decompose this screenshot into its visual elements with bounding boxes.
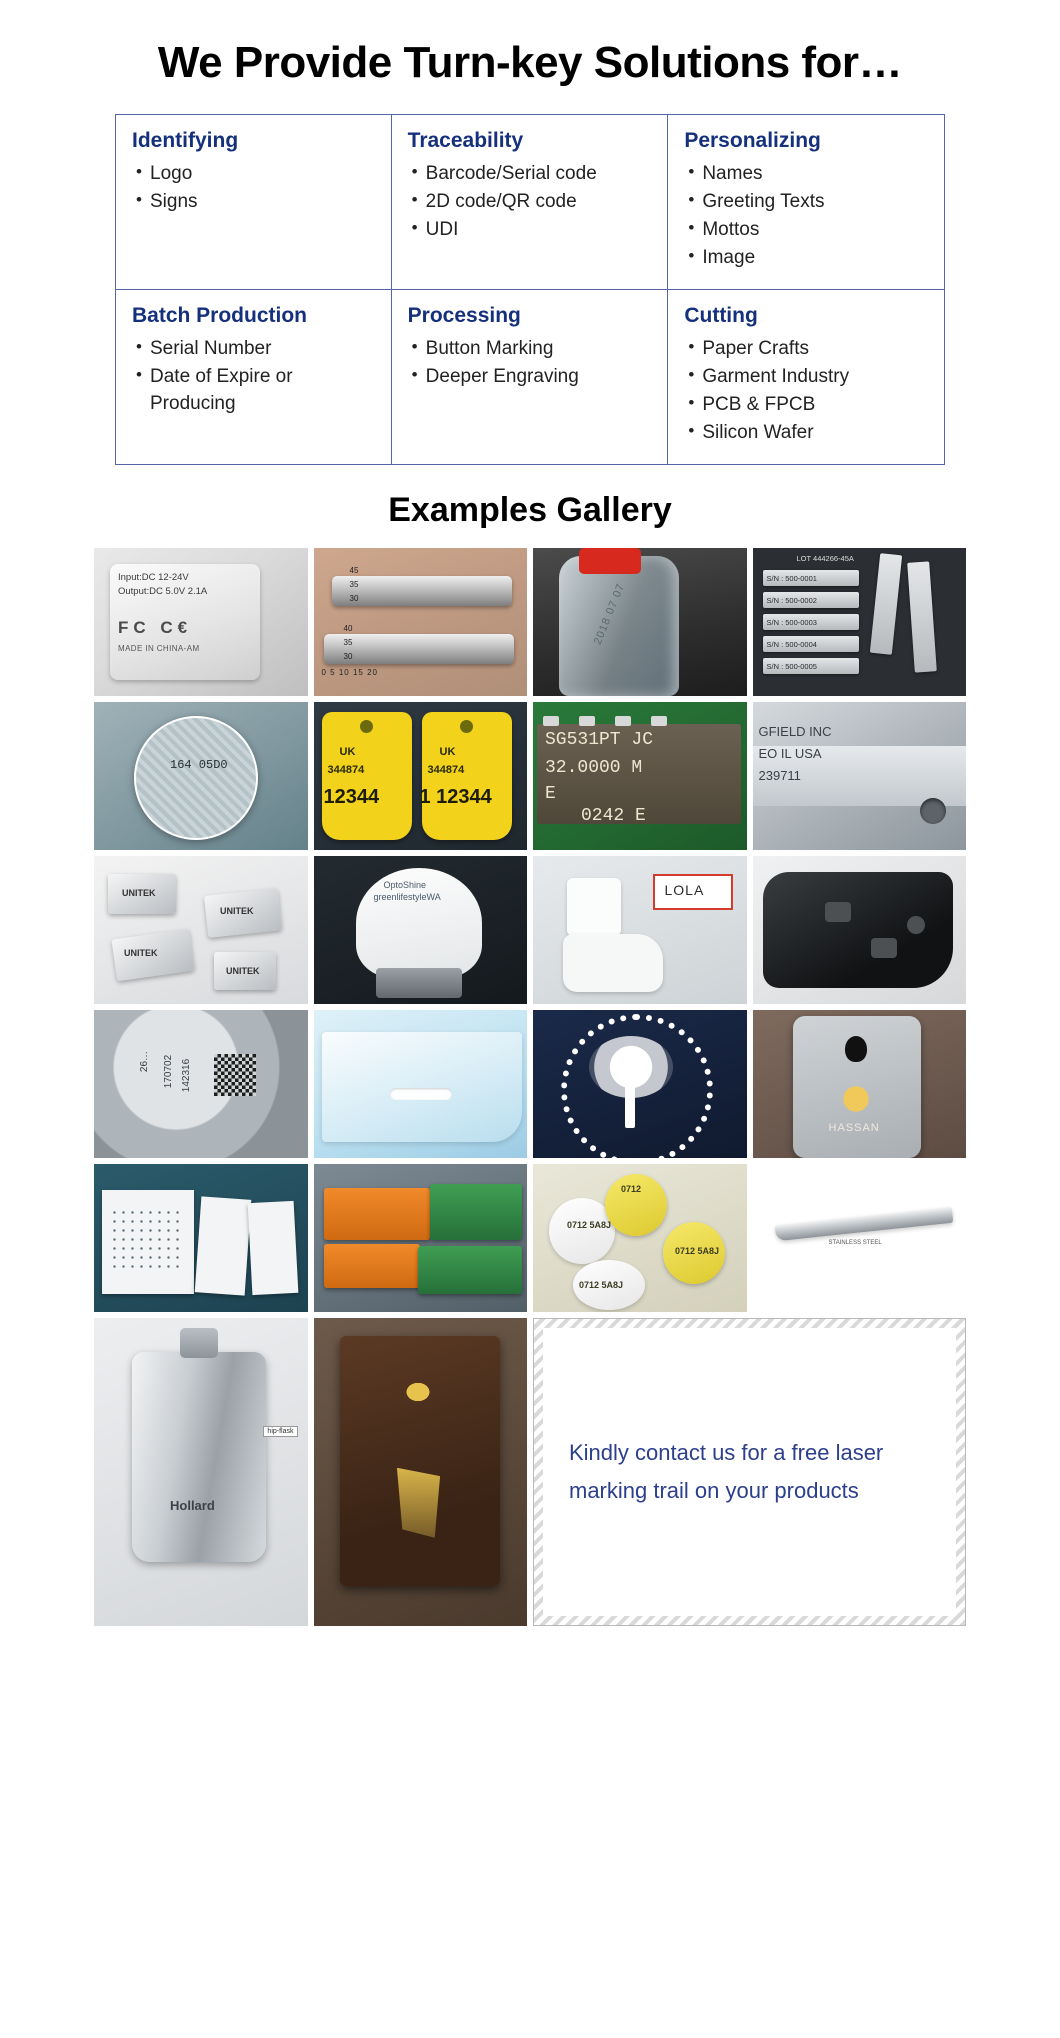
solution-item: • Date of Expire or Producing (130, 364, 377, 418)
chip-pin (615, 716, 631, 726)
tag-serial-text: S/N : 500-0001 (766, 573, 817, 583)
solution-cell-personalizing (668, 114, 945, 290)
steel-line-2: EO IL USA (758, 745, 822, 761)
ear-tag-number: 344874 (327, 763, 365, 776)
solution-item: • Mottos (682, 217, 930, 244)
flange-line-3: 142316 (181, 1058, 193, 1092)
adapter-spec-line2: Output:DC 5.0V 2.1A (118, 585, 208, 597)
steel-plate-hole (920, 798, 946, 824)
tweezer-body (774, 1206, 953, 1241)
flask-sticker-label: hip-flask (263, 1426, 297, 1437)
tag-plate (869, 553, 901, 655)
solution-item: • Serial Number (130, 336, 377, 363)
terminal-block-green (430, 1184, 522, 1240)
contact-callout-text: Kindly contact us for a free laser marking trail on your products (569, 1440, 884, 1503)
block-label: UNITEK (122, 887, 156, 898)
terminal-block-green (418, 1246, 522, 1294)
gallery-tile-ic-chip-marking (533, 702, 747, 850)
solution-cell-traceability (392, 114, 669, 290)
gallery-tile-power-adapter-marking (94, 548, 308, 696)
engraved-slot (390, 1088, 452, 1100)
scale-mark: 30 (349, 593, 359, 603)
gallery-tile-led-bulb-marking (314, 856, 528, 1004)
gallery-tile-wooden-case-gold-engraving (314, 1318, 528, 1626)
tag-serial-text: S/N : 500-0005 (766, 661, 817, 671)
wooden-case-body (340, 1336, 500, 1586)
bottle-etched-date: 2018 07 07 (591, 581, 628, 647)
flask-body (132, 1352, 266, 1562)
chip-pin (651, 716, 667, 726)
flask-engraved-logo: Hollard (170, 1497, 215, 1513)
toilet-logo-text: LOLA (664, 881, 705, 898)
apple-logo-icon (845, 1036, 867, 1062)
solution-item: • Garment Industry (682, 364, 930, 391)
scale-mark: 40 (343, 623, 353, 633)
terminal-block-orange (324, 1188, 430, 1240)
gallery-tile-micrometer-scale-marking (314, 548, 528, 696)
pcb-panel (195, 1196, 252, 1295)
chip-line-3: E (545, 783, 556, 804)
key-fob-button (825, 902, 851, 922)
cap-date-code: 0712 5A8J (579, 1279, 624, 1290)
block-label: UNITEK (124, 947, 158, 958)
gallery-tile-phone-back-cover-marking (753, 1010, 967, 1158)
cyclist-engraving-icon (833, 1080, 879, 1118)
chip-line-2: 32.0000 M (545, 757, 643, 778)
solution-cell-identifying (115, 114, 392, 290)
ear-tag-country: UK (339, 745, 356, 758)
flask-neck (180, 1328, 218, 1358)
scale-mark: 35 (349, 579, 359, 589)
gallery-tile-paper-craft-tree-cutting (533, 1010, 747, 1158)
solution-title: Cutting (684, 303, 758, 327)
tag-serial-text: S/N : 500-0004 (766, 639, 817, 649)
solution-list (130, 161, 377, 216)
gallery-tile-metal-tags-serial (753, 548, 967, 696)
certification-marks-icon: FC C€ (118, 617, 193, 637)
block-label: UNITEK (226, 965, 260, 976)
solution-item: • PCB & FPCB (682, 392, 930, 419)
page-title: We Provide Turn-key Solutions for… (157, 38, 903, 87)
solution-item: • Deeper Engraving (406, 364, 654, 391)
solution-title: Personalizing (684, 129, 821, 152)
adapter-spec-line1: Input:DC 12-24V (118, 571, 189, 583)
ear-tag-big-number: 12344 (323, 785, 380, 808)
solution-list (682, 161, 930, 272)
steel-line-1: GFIELD INC (758, 723, 832, 739)
ear-tag-country: UK (439, 745, 456, 758)
gallery-tile-ceramic-toilet-marking (533, 856, 747, 1004)
chip-pin (543, 716, 559, 726)
solution-cell-processing (392, 290, 669, 465)
gallery-tile-silicon-wafer-marking (94, 702, 308, 850)
steel-line-3: 239711 (758, 767, 801, 783)
page-root (0, 38, 1060, 1632)
gallery-tile-acrylic-sheet-engraving (314, 1010, 528, 1158)
key-fob-body (763, 872, 953, 988)
solution-list (130, 336, 377, 418)
solution-cell-cutting (668, 290, 945, 465)
solution-item: • Button Marking (406, 336, 654, 363)
chip-pin (579, 716, 595, 726)
scale-mark: 30 (343, 651, 353, 661)
butterfly-engraving-icon (398, 1376, 438, 1408)
logo-callout-box (653, 874, 733, 910)
tag-lot-text: LOT 444266-45A (796, 553, 854, 563)
scale-mark: 45 (349, 565, 359, 575)
solution-item: • Signs (130, 189, 377, 216)
acrylic-sheet (322, 1032, 522, 1142)
bulb-base (376, 968, 462, 998)
ear-tag-hole (460, 720, 473, 733)
solution-item: • Image (682, 245, 930, 272)
bulb-brand-line2: greenlifestyleWA (373, 891, 441, 902)
wafer-zoom-circle (134, 716, 258, 840)
examples-gallery (94, 548, 966, 1632)
gallery-tile-terminal-block-marking (314, 1164, 528, 1312)
chip-line-4: 0242 E (581, 805, 646, 826)
solution-item: • UDI (406, 217, 654, 244)
ear-tag-number: 344874 (427, 763, 465, 776)
toilet-tank (567, 878, 621, 936)
pcb-hole-pattern (110, 1208, 184, 1274)
key-fob-button (907, 916, 925, 934)
solution-item: • Silicon Wafer (682, 420, 930, 447)
tag-plate (907, 561, 937, 672)
tag-serial-text: S/N : 500-0002 (766, 595, 817, 605)
bulb-brand-line1: OptoShine (383, 879, 427, 890)
toilet-bowl (563, 934, 663, 992)
phone-engraved-name: HASSAN (828, 1121, 880, 1134)
key-fob-button (871, 938, 897, 958)
solution-title: Batch Production (132, 303, 308, 327)
solution-title: Traceability (407, 129, 524, 152)
chip-line-1: SG531PT JC (545, 729, 654, 750)
cap-date-code: 0712 (621, 1183, 642, 1194)
cap-date-code: 0712 5A8J (567, 1219, 612, 1230)
pcb-panel (248, 1201, 299, 1295)
solution-item: • Names (682, 161, 930, 188)
micrometer-barrel-upper (332, 576, 512, 606)
solution-cell-batch-production (115, 290, 392, 465)
wafer-marked-code: 164 05D0 (170, 757, 228, 772)
solution-item: • 2D code/QR code (406, 189, 654, 216)
solution-title: Processing (407, 303, 521, 327)
contact-callout-inner (543, 1328, 956, 1616)
gallery-tile-tweezer-marking (753, 1164, 967, 1312)
terminal-block-orange (324, 1244, 420, 1288)
gallery-tile-car-key-fob-marking (753, 856, 967, 1004)
paper-cut-trunk (625, 1082, 635, 1128)
solution-list (406, 336, 654, 391)
adapter-origin-text: MADE IN CHINA-AM (118, 643, 200, 653)
solution-title: Identifying (132, 129, 239, 152)
gallery-tile-hip-flask-marking (94, 1318, 308, 1626)
scale-mark: 35 (343, 637, 353, 647)
flange-line-1: 26… (139, 1050, 151, 1072)
ruler-scale: 0 5 10 15 20 (321, 667, 378, 677)
gallery-tile-pet-bottle-marking (533, 548, 747, 696)
tag-serial-text: S/N : 500-0003 (766, 617, 817, 627)
solution-item: • Barcode/Serial code (406, 161, 654, 188)
gallery-heading: Examples Gallery (388, 490, 672, 529)
gallery-tile-steel-plate-marking (753, 702, 967, 850)
tweezer-marked-text: STAINLESS STEEL (828, 1239, 882, 1246)
flange-line-2: 170702 (163, 1054, 175, 1088)
ear-tag-hole (360, 720, 373, 733)
gallery-tile-metal-flange-datamatrix (94, 1010, 308, 1158)
solution-list (406, 161, 654, 244)
cap-date-code: 0712 5A8J (675, 1245, 720, 1256)
solution-item: • Logo (130, 161, 377, 188)
gallery-tile-pcb-fpcb-panel-cutting (94, 1164, 308, 1312)
solution-item: • Greeting Texts (682, 189, 930, 216)
bottle-body (559, 556, 679, 696)
gallery-tile-unitek-metal-blocks (94, 856, 308, 1004)
ear-tag-big-number: 1 12344 (419, 785, 492, 808)
block-label: UNITEK (220, 905, 254, 916)
gallery-tile-bottle-cap-date-marking (533, 1164, 747, 1312)
solutions-grid (115, 114, 945, 465)
data-matrix-icon (214, 1054, 256, 1096)
flange-body (94, 1010, 308, 1158)
solution-item: • Paper Crafts (682, 336, 930, 363)
gallery-tile-cattle-ear-tag-marking (314, 702, 528, 850)
solution-list (682, 336, 930, 447)
contact-callout (533, 1318, 966, 1626)
bottle-cap (579, 548, 641, 574)
